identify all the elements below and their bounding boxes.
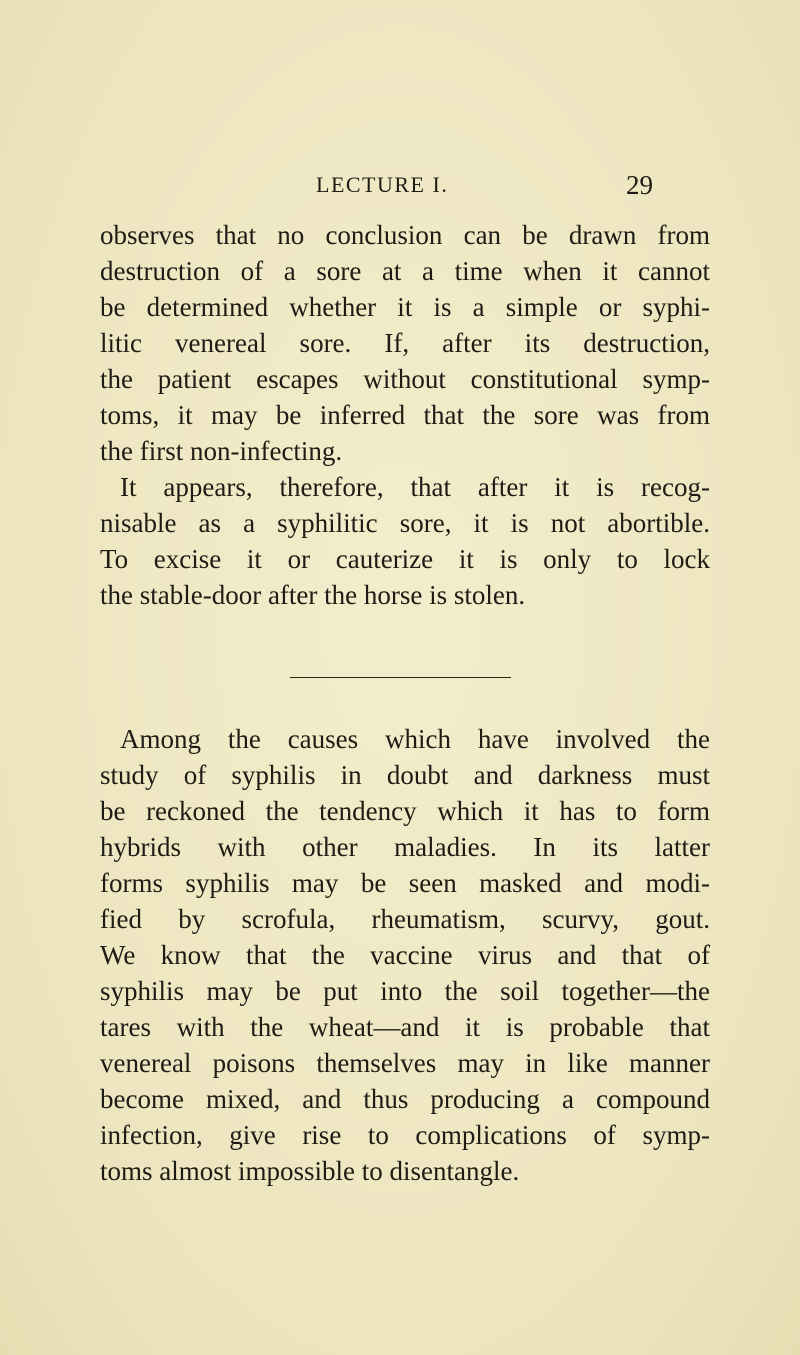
running-head bbox=[0, 172, 800, 202]
paragraph-1 bbox=[100, 217, 710, 469]
text-line: tares with the wheat—and it is probable that bbox=[100, 1012, 710, 1042]
text-line: nisable as a syphilitic sore, it is not abortible. bbox=[100, 508, 710, 538]
text-line: observes that no conclusion can be drawn from bbox=[100, 220, 710, 250]
text-line: fied by scrofula, rheumatism, scurvy, gout. bbox=[100, 904, 710, 934]
text-line: toms almost impossible to disentangle. bbox=[100, 1156, 520, 1186]
text-line: forms syphilis may be seen masked and modi- bbox=[100, 868, 710, 898]
section-divider bbox=[290, 677, 511, 678]
text-line: toms, it may be inferred that the sore was from bbox=[100, 400, 710, 430]
text-line: infection, give rise to complications of symp- bbox=[100, 1120, 710, 1150]
paragraph-2 bbox=[100, 469, 710, 613]
text-line: destruction of a sore at a time when it cannot bbox=[100, 256, 710, 286]
text-line: To excise it or cauterize it is only to lock bbox=[100, 544, 710, 574]
text-line: the stable-door after the horse is stolen. bbox=[100, 580, 526, 610]
text-line: We know that the vaccine virus and that of bbox=[100, 940, 710, 970]
page-number: 29 bbox=[626, 170, 653, 200]
text-line: be reckoned the tendency which it has to form bbox=[100, 796, 710, 826]
text-line: become mixed, and thus producing a compound bbox=[100, 1084, 710, 1114]
text-line: venereal poisons themselves may in like manner bbox=[100, 1048, 710, 1078]
text-line: litic venereal sore. If, after its destruction, bbox=[100, 328, 710, 358]
text-line: the first non-infecting. bbox=[100, 436, 343, 466]
running-title: LECTURE I. bbox=[316, 172, 449, 197]
text-line: syphilis may be put into the soil together—the bbox=[100, 976, 710, 1006]
text-line: the patient escapes without constitutional symp- bbox=[100, 364, 710, 394]
paragraph-3 bbox=[100, 721, 710, 1189]
text-line: hybrids with other maladies. In its latter bbox=[100, 832, 710, 862]
text-block-upper bbox=[100, 217, 710, 613]
text-block-lower bbox=[100, 721, 710, 1189]
text-line: study of syphilis in doubt and darkness must bbox=[100, 760, 710, 790]
text-line: be determined whether it is a simple or syphi- bbox=[100, 292, 710, 322]
text-line: Among the causes which have involved the bbox=[120, 724, 710, 754]
text-line: It appears, therefore, that after it is recog- bbox=[120, 472, 710, 502]
